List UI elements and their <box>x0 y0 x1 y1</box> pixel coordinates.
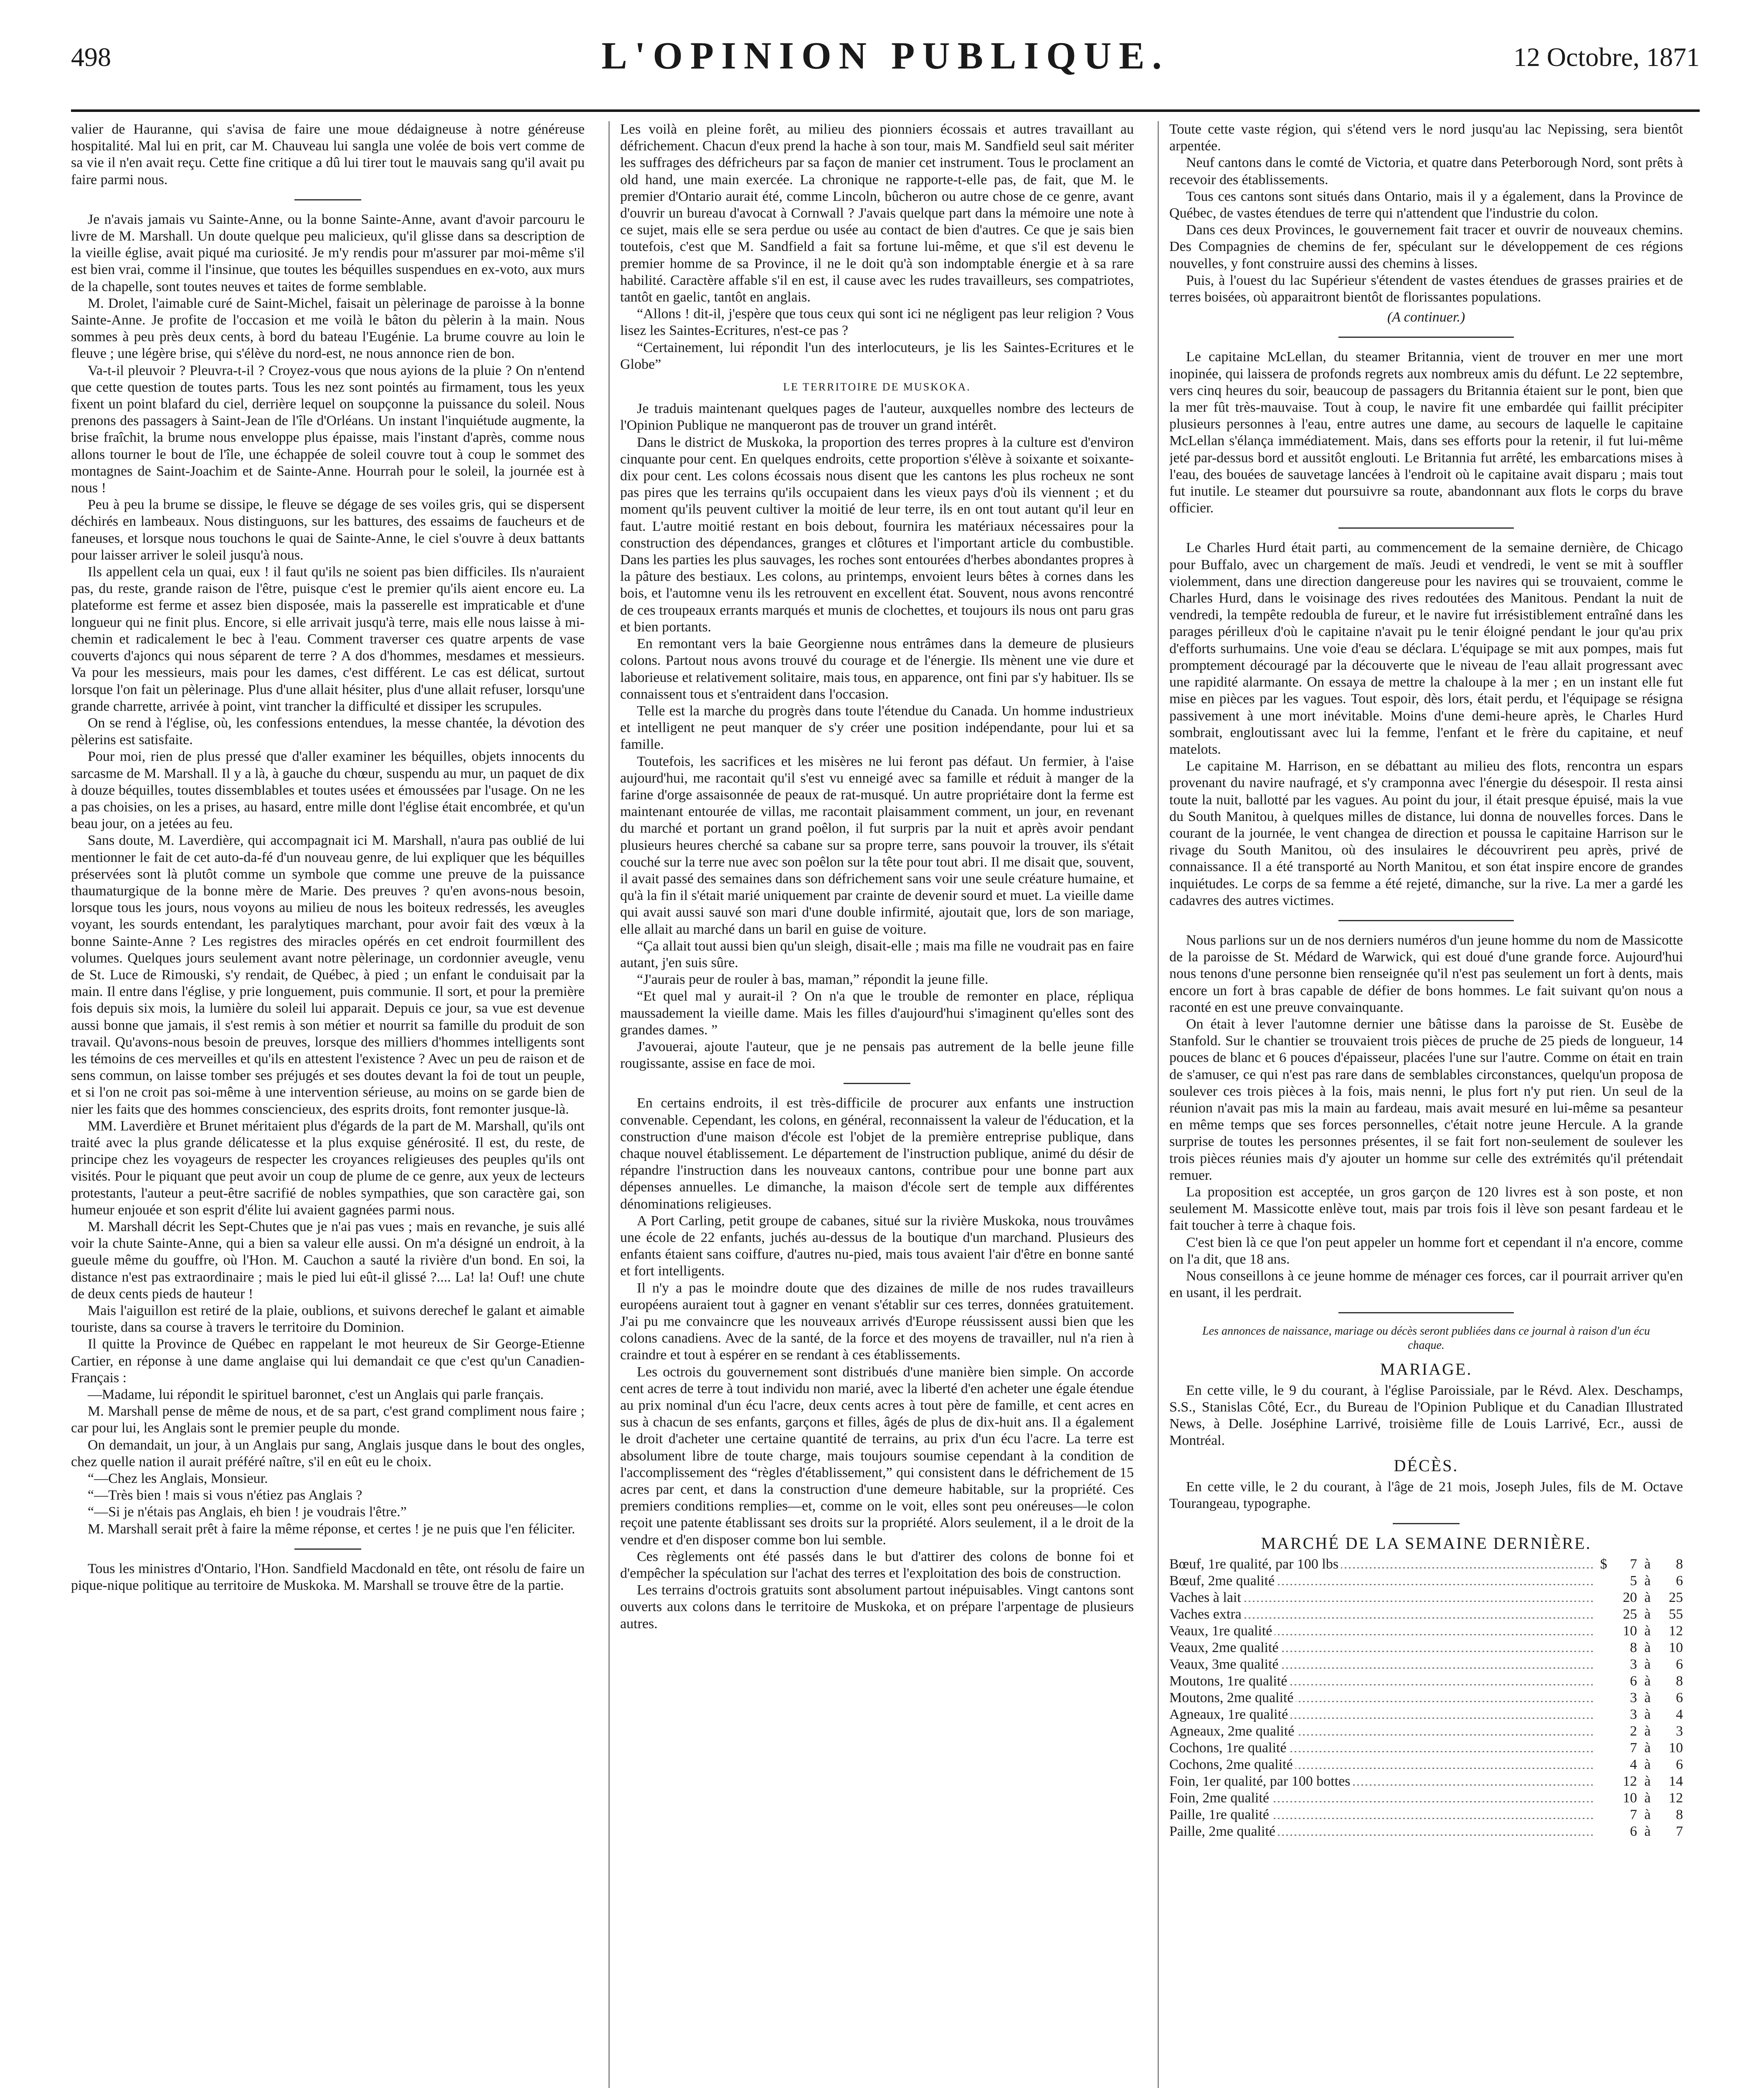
market-heading: MARCHÉ DE LA SEMAINE DERNIÈRE. <box>1261 1534 1592 1553</box>
market-item-cell <box>1169 1639 1595 1656</box>
paragraph: M. Marshall serait prêt à faire la même réponse, et certes ! je ne puis que l'en féliciter. <box>88 1521 575 1537</box>
column-1 <box>71 121 585 2088</box>
price-currency <box>1595 1606 1612 1623</box>
price-separator: à <box>1644 1690 1651 1706</box>
market-item: Foin, 2me qualité <box>1169 1790 1272 1806</box>
market-item: Veaux, 2me qualité <box>1169 1640 1281 1655</box>
paragraph: J'avouerai, ajoute l'auteur, que je ne pensais pas autrement de la belle jeune fille rougissante, assise en face de moi. <box>620 1039 1134 1072</box>
section-separator <box>1338 527 1514 529</box>
price-high: 12 <box>1669 1623 1683 1639</box>
market-row <box>1169 1773 1683 1790</box>
continuation-note: (A continuer.) <box>1387 309 1465 325</box>
paragraph: Ils appellent cela un quai, eux ! il faut qu'ils ne soient pas bien difficiles. Ils n'auraient pas, du reste, grande raison de l'être, puisque c'est le premier qu'ils aient encore eu. La plateforme est ferme et assez bien disposée, mais la passerelle est impraticable et d'une longueur qui ne finit plus. Encore, si elle arrivait jusqu'à terre, mais elle nous laisse à mi-chemin et radicalement le bec à l'eau. Comment traverser ces quatre arpents de vase couverts d'ajoncs qui nous séparent de terre ? A dos d'hommes, mesdames et messieurs. Va pour les messieurs, mais pour les dames, c'est différent. Le cas est délicat, surtout lorsque l'on fait un pèlerinage. Plus d'une allait hésiter, plus d'une allait refuser, lorsqu'une grande charrette, arrivée à point, vint trancher la difficulté et dissiper les scrupules. <box>71 564 585 714</box>
price-currency <box>1595 1639 1612 1656</box>
market-item-cell <box>1169 1573 1595 1589</box>
paragraph: Nous conseillons à ce jeune homme de ménager ces forces, car il pourrait arriver qu'en en usant, il les perdrait. <box>1169 1268 1683 1301</box>
market-item: Paille, 2me qualité <box>1169 1824 1278 1839</box>
market-row <box>1169 1706 1683 1723</box>
price-currency <box>1595 1673 1612 1690</box>
price-low: 3 <box>1630 1657 1637 1672</box>
market-row <box>1169 1673 1683 1690</box>
column-divider <box>608 121 610 2088</box>
paragraph: Dans ces deux Provinces, le gouvernement fait tracer et ouvrir de nouveaux chemins. Des Compagnies de chemins de fer, spéculant sur le développement de ces régions nouvelles, y font construire aussi des chemins à lisses. <box>1169 222 1683 271</box>
price-currency <box>1595 1790 1612 1807</box>
price-low: 2 <box>1630 1723 1637 1739</box>
price-low: 20 <box>1623 1590 1637 1606</box>
paragraph: En certains endroits, il est très-difficile de procurer aux enfants une instruction convenable. Cependant, les colons, en général, reconnaissent la valeur de l'éducation, et la construction d'une maison d'école est l'objet de la première entreprise publique, dans chaque nouvel établissement. Le département de l'instruction publique, animé du désir de répandre l'instruction dans les nouveaux cantons, contribue pour une bonne part aux dépenses annuelles. Le dimanche, la maison d'école sert de temple aux différentes dénominations religieuses. <box>620 1095 1134 1212</box>
price-high: 8 <box>1676 1673 1683 1689</box>
market-row <box>1169 1723 1683 1740</box>
paragraph: “Ça allait tout aussi bien qu'un sleigh, disait-elle ; mais ma fille ne voudrait pas en faire autant, j'en suis sûre. <box>620 938 1134 971</box>
paragraph: Peu à peu la brume se dissipe, le fleuve se dégage de ses voiles gris, qui se dispersent déchirés en lambeaux. Nous distinguons, sur les battures, des essaims de faucheurs et de faneuses, et lorsque nous touchons le quai de Sainte-Anne, le ciel s'ouvre à deux battants pour laisser arriver le soleil jusqu'à nous. <box>71 497 585 563</box>
market-item-cell <box>1169 1556 1595 1573</box>
market-row <box>1169 1556 1683 1573</box>
price-low: 12 <box>1623 1774 1637 1789</box>
price-separator: à <box>1644 1790 1651 1806</box>
market-row <box>1169 1756 1683 1773</box>
paragraph: M. Drolet, l'aimable curé de Saint-Michel, faisait un pèlerinage de paroisse à la bonne Sainte-Anne. Je profite de l'occasion et me voilà le bâton du pèlerin à la main. Nous sommes à peu près deux cents, à bord du bateau l'Eugénie. La brume couvre au loin le fleuve ; une légère brise, qui s'élève du nord-est, ne nous annonce rien de bon. <box>71 295 585 362</box>
market-item: Moutons, 1re qualité <box>1169 1673 1290 1689</box>
market-row <box>1169 1823 1683 1840</box>
paragraph: Pour moi, rien de plus pressé que d'aller examiner les béquilles, objets innocents du sarcasme de M. Marshall. Il y a là, à gauche du chœur, suspendu au mur, un paquet de dix à douze béquilles, toutes dissemblables et toutes usées et émoussées par l'usage. On ne les a pas choisies, on les a prises, au hasard, entre mille dont l'église était encombrée, et qu'un beau jour, on a jetées au feu. <box>71 749 585 832</box>
paragraph: Toute cette vaste région, qui s'étend vers le nord jusqu'au lac Nepissing, sera bientôt arpentée. <box>1169 122 1683 154</box>
price-low: 7 <box>1630 1807 1637 1823</box>
paragraph: Je traduis maintenant quelques pages de l'auteur, auxquelles nombre des lecteurs de l'Opinion Publique ne manqueront pas de trouver un grand intérêt. <box>620 401 1134 433</box>
price-currency <box>1595 1773 1612 1790</box>
column-3 <box>1169 121 1683 2088</box>
price-high: 4 <box>1676 1707 1683 1723</box>
price-currency <box>1595 1690 1612 1706</box>
market-item: Vaches à lait <box>1169 1590 1244 1605</box>
price-high: 10 <box>1669 1740 1683 1756</box>
paragraph: Il quitte la Province de Québec en rappelant le mot heureux de Sir George-Etienne Cartier, en réponse à une dame anglaise qui lui demandait ce que c'est qu'un Canadien-Français : <box>71 1336 585 1386</box>
section-separator <box>1338 1312 1514 1313</box>
paragraph: valier de Hauranne, qui s'avisa de faire une moue dédaigneuse à notre généreuse hospitalité. Mal lui en prit, car M. Chauveau lui sangla une volée de bois vert comme de sa vie il n'en avait reçu. Cette fine critique a dû lui tirer tout le mauvais sang qu'il avait pu faire parmi nous. <box>71 122 585 188</box>
price-high: 12 <box>1669 1790 1683 1806</box>
market-item: Bœuf, 2me qualité <box>1169 1573 1277 1589</box>
market-item-cell <box>1169 1606 1595 1623</box>
price-low: 6 <box>1630 1673 1637 1689</box>
page-header <box>71 25 1700 92</box>
paragraph: Sans doute, M. Laverdière, qui accompagnait ici M. Marshall, n'aura pas oublié de lui mentionner le fait de cet auto-da-fé d'un nouveau genre, de lui expliquer que les béquilles préservées sont là plutôt comme un symbole que comme une preuve de la puissance thaumaturgique de la bonne mère de Marie. Des preuves ? qu'en avons-nous besoin, lorsque tous les jours, nous voyons au milieu de nous les boiteux redressés, les aveugles voyant, les sourds entendant, les paralytiques marchant, pour avoir fait des vœux à la bonne Sainte-Anne ? Les registres des miracles opérés en cet endroit fourmillent des volumes. Quelques jours seulement avant notre pèlerinage, un cordonnier aveugle, venu de St. Luce de Rimouski, s'y rendait, de Québec, à pied ; un enfant le conduisait par la main. Il entre dans l'église, y prie longuement, puis communie. Il sort, et pour la première fois depuis six mois, la lumière du soleil lui apparait. Depuis ce jour, sa vue est devenue aussi bonne que jamais, il s'est remis à son métier et nourrit sa famille du produit de son travail. Qu'avons-nous besoin de preuves, lorsque des milliers d'hommes intelligents sont les témoins de ces merveilles et qu'ils en attestent l'existence ? Avec un peu de raison et de sens commun, on laisse tomber ses préjugés et ses doutes devant la foi de tout un peuple, et si l'on ne croit pas soi-même à une intervention sérieuse, au moins on se garde bien de nier les faits que des hommes consciencieux, des esprits droits, font remonter jusque-là. <box>71 833 585 1117</box>
paragraph: Les terrains d'octrois gratuits sont absolument partout inépuisables. Vingt cantons sont ouverts aux colons dans le territoire de Muskoka, et on prépare l'arpentage de plusieurs autres. <box>620 1582 1134 1632</box>
price-low: 8 <box>1630 1640 1637 1656</box>
paragraph: “—Chez les Anglais, Monsieur. <box>88 1471 268 1487</box>
price-separator: à <box>1644 1573 1651 1589</box>
paragraph: Mais l'aiguillon est retiré de la plaie, oublions, et suivons derechef le galant et aimable touriste, dans sa course à travers le territoire du Dominion. <box>71 1303 585 1335</box>
paragraph: Il n'y a pas le moindre doute que des dizaines de mille de nos rudes travailleurs européens auraient tout à gagner en venant s'établir sur ces terres, données gratuitement. J'ai pu me convaincre que les nouveaux arrivés d'Europe réussissent aussi bien que les colons canadiens. Avec de la santé, de la force et des moyens de travailler, nul n'a rien à craindre et tout à espérer en se rendant à ces établissements. <box>620 1280 1134 1363</box>
price-low: 3 <box>1630 1707 1637 1723</box>
price-low: 6 <box>1630 1824 1637 1840</box>
market-item: Agneaux, 2me qualité <box>1169 1723 1297 1739</box>
market-item: Veaux, 3me qualité <box>1169 1657 1281 1672</box>
market-item-cell <box>1169 1773 1595 1790</box>
market-item-cell <box>1169 1823 1595 1840</box>
price-high: 6 <box>1676 1657 1683 1672</box>
market-item-cell <box>1169 1790 1595 1807</box>
market-item: Cochons, 2me qualité <box>1169 1757 1295 1772</box>
price-currency <box>1595 1623 1612 1639</box>
price-low: 10 <box>1623 1623 1637 1639</box>
market-row <box>1169 1573 1683 1589</box>
paragraph: M. Marshall décrit les Sept-Chutes que je n'ai pas vues ; mais en revanche, je suis allé voir la chute Sainte-Anne, qui a bien sa valeur elle aussi. On m'a désigné un endroit, à la gueule même du gouffre, où l'Hon. M. Cauchon a sauté la rivière d'un bond. En soi, la distance n'est pas extraordinaire ; mais le pied lui eût-il glissé ?.... La! la! Ouf! une chute de deux cents pieds de hauteur ! <box>71 1219 585 1302</box>
price-low: 7 <box>1630 1740 1637 1756</box>
paragraph: Nous parlions sur un de nos derniers numéros d'un jeune homme du nom de Massicotte de la paroisse de St. Médard de Warwick, qui est doué d'une grande force. Aujourd'hui nous tenons d'une personne bien renseignée qu'il n'est pas seulement un fort à dents, mais encore un fort à bras capable de défier de bons hommes. Le fait suivant qu'on nous a raconté en est une preuve convainquante. <box>1169 932 1683 1015</box>
section-heading: LE TERRITOIRE DE MUSKOKA. <box>783 381 971 393</box>
paragraph: “—Si je n'étais pas Anglais, eh bien ! je voudrais l'être.” <box>88 1504 407 1520</box>
price-low: 4 <box>1630 1757 1637 1773</box>
announcement-notice: Les annonces de naissance, mariage ou décès seront publiées dans ce journal à raison d'un écu chaque. <box>1202 1325 1650 1352</box>
market-row <box>1169 1589 1683 1606</box>
price-separator: à <box>1644 1657 1651 1672</box>
paragraph: MM. Laverdière et Brunet méritaient plus d'égards de la part de M. Marshall, qu'ils ont traité avec la plus grande délicatesse et la plus exquise générosité. Il est, du reste, de principe chez les voyageurs de respecter les croyances religieuses des peuples qu'ils ont visités. Pour le piquant que peut avoir un coup de plume de ce genre, aux yeux de lecteurs protestants, l'auteur a peut-être sacrifié de nobles sympathies, que son caractère gai, son humeur enjouée et son esprit d'élite lui avaient gagnées parmi nous. <box>71 1118 585 1218</box>
market-price-table <box>1169 1556 1683 1840</box>
price-high: 55 <box>1669 1607 1683 1622</box>
paragraph: A Port Carling, petit groupe de cabanes, situé sur la rivière Muskoka, nous trouvâmes une école de 22 enfants, juchés au-dessus de la boutique d'un marchand. Plusieurs des enfants étaient sans coiffure, d'autres nu-pied, mais tous avaient l'air d'être en bonne santé et fort intelligents. <box>620 1213 1134 1279</box>
column-2 <box>620 121 1134 2088</box>
market-item-cell <box>1169 1807 1595 1823</box>
market-item: Bœuf, 1re qualité, par 100 lbs <box>1169 1556 1341 1572</box>
paragraph: La proposition est acceptée, un gros garçon de 120 livres est à son poste, et non seulement M. Massicotte enlève tout, mais par trois fois il lève son pesant fardeau et le fait toucher à terre à chaque fois. <box>1169 1184 1683 1234</box>
paragraph: —Madame, lui répondit le spirituel baronnet, c'est un Anglais qui parle français. <box>88 1387 544 1403</box>
paragraph: On était à lever l'automne dernier une bâtisse dans la paroisse de St. Eusèbe de Stanfold. Sur le chantier se trouvaient trois pièces de pruche de 25 pieds de longueur, 14 pouces de blanc et 6 pouces d'épaisseur, placées l'une sur l'autre. Comme on était en train de s'amuser, ce qui n'est pas rare dans de semblables circonstances, quelqu'un proposa de soulever ces trois pièces à la fois, mais nenni, le plus fort n'y put rien. Un seul de la réunion n'avait pas mis la main au fardeau, mais avait mesuré en lui-même sa pesanteur en même temps que ses forces personnelles, c'était notre jeune Hercule. A la grande surprise de toutes les personnes présentes, il se fait fort non-seulement de soulever les trois pièces réunies mais d'y ajouter un homme sur celle des extrémités qu'il prétendait remuer. <box>1169 1016 1683 1183</box>
paragraph: Puis, à l'ouest du lac Supérieur s'étendent de vastes étendues de grasses prairies et de terres boisées, où apparaitront bientôt de florissantes populations. <box>1169 272 1683 305</box>
paragraph: Ces règlements ont été passés dans le but d'attirer des colons de bonne foi et d'empêcher la spéculation sur l'achat des terres et l'exploitation des bois de construction. <box>620 1548 1134 1581</box>
paragraph: Neuf cantons dans le comté de Victoria, et quatre dans Peterborough Nord, sont prêts à recevoir des établissements. <box>1169 155 1683 188</box>
market-item-cell <box>1169 1673 1595 1690</box>
price-currency <box>1595 1723 1612 1740</box>
paragraph: Le Charles Hurd était parti, au commencement de la semaine dernière, de Chicago pour Buffalo, avec un chargement de maïs. Jeudi et vendredi, le vent se mit à souffler violemment, dans une direction dangereuse pour les navires qui se trouvaient, comme le Charles Hurd, dans le voisinage des rives redoutées des Manitous. Pendant la nuit de vendredi, la tempête redoubla de fureur, et le navire fut irrésistiblement entraîné dans les parages périlleux d'où le capitaine n'avait pu le tenir éloigné pendant le jour qu'au prix d'efforts surhumains. Une voie d'eau se déclara. L'équipage se mit aux pompes, mais fut promptement découragé par la découverte que le niveau de l'eau allait progressant avec une rapidité alarmante. On essaya de mettre la chaloupe à la mer ; en un instant elle fut mise en pièces par les vagues. Tout espoir, dès lors, était perdu, et l'équipage se résigna passivement à une mort inévitable. Moins d'une demi-heure après, le Charles Hurd sombrait, engloutissant avec lui la femme, l'enfant et le frère du capitaine, et neuf matelots. <box>1169 540 1683 757</box>
paragraph: Je n'avais jamais vu Sainte-Anne, ou la bonne Sainte-Anne, avant d'avoir parcouru le livre de M. Marshall. Un doute quelque peu malicieux, qu'il glisse dans sa description de la vieille église, avait piqué ma curiosité. Je m'y rendis pour m'assurer par moi-même s'il est bien vrai, comme il l'insinue, que toutes les béquilles suspendues en ex-voto, aux murs de la chapelle, sont toutes neuves et taites de forme semblable. <box>71 211 585 294</box>
price-low: 5 <box>1630 1573 1637 1589</box>
price-separator: à <box>1644 1590 1651 1606</box>
paragraph: Les voilà en pleine forêt, au milieu des pionniers écossais et autres travaillant au défrichement. Chacun d'eux prend la hache à son tour, mais M. Sandfield seul sait mériter les suffrages des défricheurs par sa façon de manier cet instrument. Tous le proclament an old hand, une main exercée. La chronique ne rapporte-t-elle pas, de fait, que M. le premier d'Ontario aurait été, comme Lincoln, bûcheron ou autre chose de ce genre, avant d'ouvrir un bureau d'avocat à Cornwall ? J'avais quelque part dans la mémoire une note à ce sujet, mais elle se sera perdue ou usée au contact de bien d'autres. Ce que je sais bien toutefois, c'est que M. Sandfield a fait sa fortune lui-même, et que s'il est devenu le premier homme de sa Province, il ne le doit qu'à son indomptable énergie et à sa rare habilité. Caractère affable s'il en est, il cause avec les rudes travailleurs, ses compatriotes, tantôt en gaelic, tantôt en anglais. <box>620 122 1134 305</box>
death-heading: DÉCÈS. <box>1394 1456 1459 1475</box>
price-separator: à <box>1644 1757 1651 1773</box>
paragraph: Le capitaine McLellan, du steamer Britannia, vient de trouver en mer une mort inopinée, qui laissera de profonds regrets aux nombreux amis du défunt. Le 22 septembre, vers cinq heures du soir, beaucoup de passagers du Britannia étaient sur le pont, bien que la mer fût très-mauvaise. Tout à coup, le navire fit une embardée qui faillit précipiter plusieurs personnes à l'eau, entre autres une dame, au secours de laquelle le capitaine McLellan s'élança immédiatement. Mais, dans ses efforts pour la retenir, il fut lui-même jeté par-dessus bord et aussitôt englouti. Le Britannia fut arrêté, les embarcations mises à l'eau, des bouées de sauvetage lancées à l'endroit où le capitaine avait disparu ; mais tout fut inutile. Le steamer dut poursuivre sa route, abandonnant aux flots le corps du brave officier. <box>1169 349 1683 516</box>
section-separator <box>294 1548 361 1550</box>
market-item-cell <box>1169 1740 1595 1756</box>
market-row <box>1169 1740 1683 1756</box>
price-high: 3 <box>1676 1723 1683 1739</box>
price-separator: à <box>1644 1723 1651 1739</box>
paragraph: C'est bien là ce que l'on peut appeler un homme fort et cependant il n'a encore, comme on l'a dit, que 18 ans. <box>1169 1234 1683 1267</box>
price-currency: $ <box>1600 1556 1607 1572</box>
market-item: Moutons, 2me qualité <box>1169 1690 1296 1705</box>
paragraph: Tous les ministres d'Ontario, l'Hon. Sandfield Macdonald en tête, ont résolu de faire un pique-nique politique au territoire de Muskoka. M. Marshall se trouve être de la partie. <box>71 1561 585 1594</box>
paragraph: Toutefois, les sacrifices et les misères ne lui feront pas défaut. Un fermier, à l'aise aujourd'hui, me racontait qu'il s'est vu enneigé avec sa famille et réduit à manger de la farine d'orge assaisonnée de peaux de rat-musqué. Un autre propriétaire dont la ferme est maintenant entourée de villas, me racontait plaisamment comment, un jour, en revenant du marché et portant un grand poêlon, il fut surpris par la nuit et après avoir pendant plusieurs heures cherché sa cabane sur sa propre terre, sans pouvoir la trouver, ils s'était couché sur la terre nue avec son poêlon sur la tête pour tout abri. Il me disait que, souvent, il avait passé des semaines dans son défrichement sans voir une seule créature humaine, et qu'à la fin il s'était marié uniquement par crainte de devenir sourd et muet. La vieille dame qui avait aussi sauvé son mari d'une double infirmité, ajoutait que, lors de son mariage, elle allait au marché dans un baril en guise de voiture. <box>620 753 1134 937</box>
market-item-cell <box>1169 1656 1595 1673</box>
market-item-cell <box>1169 1706 1595 1723</box>
paragraph: “Certainement, lui répondit l'un des interlocuteurs, je lis les Saintes-Ecritures et le Globe” <box>620 340 1134 372</box>
paragraph: On se rend à l'église, où, les confessions entendues, la messe chantée, la dévotion des pèlerins est satisfaite. <box>71 715 585 748</box>
market-item-cell <box>1169 1623 1595 1639</box>
price-high: 7 <box>1676 1824 1683 1840</box>
price-high: 6 <box>1676 1690 1683 1706</box>
price-low: 7 <box>1630 1556 1637 1572</box>
section-separator <box>1393 1523 1460 1524</box>
price-currency <box>1595 1807 1612 1823</box>
newspaper-title: L'OPINION PUBLIQUE. <box>601 34 1169 77</box>
market-item: Veaux, 1re qualité <box>1169 1623 1275 1639</box>
market-row <box>1169 1690 1683 1706</box>
market-row <box>1169 1790 1683 1807</box>
price-high: 6 <box>1676 1573 1683 1589</box>
section-separator <box>1338 920 1514 921</box>
price-low: 25 <box>1623 1607 1637 1622</box>
issue-date: 12 Octobre, 1871 <box>1513 42 1700 72</box>
paragraph: Telle est la marche du progrès dans toute l'étendue du Canada. Un homme industrieux et intelligent ne peut manquer de s'y créer une position indépendante, pour lui et sa famille. <box>620 703 1134 753</box>
market-item: Paille, 1re qualité <box>1169 1807 1272 1822</box>
market-row <box>1169 1639 1683 1656</box>
price-high: 10 <box>1669 1640 1683 1656</box>
page-number: 498 <box>71 42 111 72</box>
header-rule <box>71 109 1700 112</box>
price-high: 6 <box>1676 1757 1683 1773</box>
paragraph: “Allons ! dit-il, j'espère que tous ceux qui sont ici ne négligent pas leur religion ? Vous lisez les Saintes-Ecritures, n'est-ce pas ? <box>620 306 1134 339</box>
paragraph: M. Marshall pense de même de nous, et de sa part, c'est grand compliment nous faire ; car pour lui, les Anglais sont le premier peuple du monde. <box>71 1404 585 1436</box>
price-separator: à <box>1644 1623 1651 1639</box>
price-low: 3 <box>1630 1690 1637 1706</box>
market-item: Agneaux, 1re qualité <box>1169 1707 1290 1722</box>
paragraph: “Et quel mal y aurait-il ? On n'a que le trouble de remonter en place, répliqua maussadement la vieille dame. Mais les filles d'aujourd'hui s'imaginent qu'elles sont des grandes dames. ” <box>620 988 1134 1038</box>
marriage-heading: MARIAGE. <box>1380 1360 1473 1379</box>
market-row <box>1169 1623 1683 1639</box>
market-item-cell <box>1169 1589 1595 1606</box>
price-separator: à <box>1644 1707 1651 1723</box>
market-row <box>1169 1606 1683 1623</box>
paragraph: Tous ces cantons sont situés dans Ontario, mais il y a également, dans la Province de Québec, de vastes étendues de terre qui n'attendent que l'industrie du colon. <box>1169 188 1683 221</box>
market-item: Cochons, 1re qualité <box>1169 1740 1289 1756</box>
price-separator: à <box>1644 1774 1651 1789</box>
price-currency <box>1595 1823 1612 1840</box>
price-separator: à <box>1644 1824 1651 1840</box>
section-separator <box>844 1083 910 1084</box>
price-separator: à <box>1644 1607 1651 1622</box>
price-currency <box>1595 1756 1612 1773</box>
death-announcement: En cette ville, le 2 du courant, à l'âge de 21 mois, Joseph Jules, fils de M. Octave Tourangeau, typographe. <box>1169 1479 1683 1511</box>
market-item: Foin, 1er qualité, par 100 bottes <box>1169 1774 1353 1789</box>
price-currency <box>1595 1740 1612 1756</box>
paragraph: Les octrois du gouvernement sont distribués d'une manière bien simple. On accorde cent acres de terre à tout individu non marié, avec la liberté d'en acheter une égale étendue au prix nominal d'un écu l'acre, deux cents acres à tout père de famille, et cent acres en sus à chacun de ses enfants, garçons et filles, âgés de plus de dix-huit ans. Il a également le droit d'acheter une certaine quantité de terrains, au prix d'un écu l'acre. La terre est absolument libre de toute charge, mais toujours soumise cependant à la condition de l'accomplissement des “règles d'établissement,” qui consistent dans le défrichement de 15 acres par cent, et dans la construction d'une demeure habitable, sur la propriété. Ces premiers conditions remplies—et, comme on le voit, elles sont peu onéreuses—le colon reçoit une patente établissant ses droits sur la propriété. Alors seulement, il a le droit de la vendre et d'en disposer comme bon lui semble. <box>620 1364 1134 1548</box>
section-separator <box>294 199 361 200</box>
market-row <box>1169 1807 1683 1823</box>
paragraph: “J'aurais peur de rouler à bas, maman,” répondit la jeune fille. <box>637 972 988 988</box>
market-row <box>1169 1656 1683 1673</box>
paragraph: En remontant vers la baie Georgienne nous entrâmes dans la demeure de plusieurs colons. Partout nous avons trouvé du courage et de l'énergie. Ils mènent une vie dure et laborieuse et relativement solitaire, mais tous, en apparence, ont fini par s'y habituer. Ils se connaissent tous et s'entraident dans l'occasion. <box>620 636 1134 702</box>
section-separator <box>1338 337 1514 338</box>
price-separator: à <box>1644 1807 1651 1823</box>
column-divider <box>1158 121 1159 2088</box>
price-high: 8 <box>1676 1807 1683 1823</box>
price-currency <box>1595 1573 1612 1589</box>
price-separator: à <box>1644 1640 1651 1656</box>
marriage-announcement: En cette ville, le 9 du courant, à l'église Paroissiale, par le Révd. Alex. Deschamps, S.S., Stanislas Côté, Ecr., du Bureau de l'Opinion Publique et du Canadian Illustrated News, à Delle. Joséphine Larrivé, troisième fille de Louis Larrivé, Ecr., aussi de Montréal. <box>1169 1382 1683 1449</box>
market-item-cell <box>1169 1756 1595 1773</box>
price-high: 14 <box>1669 1774 1683 1789</box>
market-item-cell <box>1169 1723 1595 1740</box>
paragraph: “—Très bien ! mais si vous n'étiez pas Anglais ? <box>88 1487 362 1503</box>
price-currency <box>1595 1706 1612 1723</box>
market-item-cell <box>1169 1690 1595 1706</box>
price-currency <box>1595 1589 1612 1606</box>
price-separator: à <box>1644 1740 1651 1756</box>
price-high: 8 <box>1676 1556 1683 1572</box>
price-separator: à <box>1644 1556 1651 1572</box>
price-currency <box>1595 1656 1612 1673</box>
price-separator: à <box>1644 1673 1651 1689</box>
price-high: 25 <box>1669 1590 1683 1606</box>
paragraph: Le capitaine M. Harrison, en se débattant au milieu des flots, rencontra un espars provenant du navire naufragé, et s'y cramponna avec l'énergie du désespoir. Il resta ainsi toute la nuit, ballotté par les vagues. Au point du jour, il était presque épuisé, mais la vue du South Manitou, à quelques milles de distance, lui donna de nouvelles forces. Dans le courant de la journée, le vent changea de direction et poussa le capitaine Harrison sur le rivage du South Manitou, où des insulaires le découvrirent peu après, privé de connaissance. Il a été transporté au North Manitou, et son état inspire encore de grandes inquiétudes. Le corps de sa femme a été rejeté, dimanche, sur la rive. La mer a gardé les cadavres des autres victimes. <box>1169 758 1683 908</box>
paragraph: Va-t-il pleuvoir ? Pleuvra-t-il ? Croyez-vous que nous ayions de la pluie ? On n'entend que cette question de toutes parts. Tous les nez sont pointés au firmament, tous les yeux fixent un point blafard du ciel, derrière lequel on soupçonne la puissance du soleil. Nous prenons des passagers à Saint-Jean de l'île d'Orléans. Un instant l'inquiétude augmente, la brise fraîchit, la brume nous enveloppe plus épaisse, mais l'instant d'après, comme nous allons tourner le bout de l'île, une échappée de soleil couvre tout à coup le sommet des montagnes de Saint-Joachim et de Sainte-Anne. Hourrah pour le soleil, la journée est à nous ! <box>71 362 585 496</box>
price-low: 10 <box>1623 1790 1637 1806</box>
paragraph: Dans le district de Muskoka, la proportion des terres propres à la culture est d'environ cinquante pour cent. En quelques endroits, cette proportion s'élève à soixante et soixante-dix pour cent. Les colons écossais nous disent que les cantons les plus rocheux ne sont pas pires que les terrains qu'ils occupaient dans les vieux pays d'où ils viennent ; et du moment qu'ils peuvent cultiver la moitié de leur terre, ils en ont tout autant qu'il leur en faut. L'autre moitié restant en bois debout, fournira les matériaux nécessaires pour la construction des dépendances, granges et clôtures et l'important article du combustible. Dans les parties les plus sauvages, les roches sont entourées d'herbes abondantes propres à la pâture des bestiaux. Les colons, au printemps, envoient leurs bêtes à cornes dans les bois, et l'automne venu ils les retrouvent en excellent état. Souvent, nous avons rencontré de ces troupeaux errants marqués et munis de clochettes, et toujours ils nous ont paru gras et bien portants. <box>620 434 1134 635</box>
paragraph: On demandait, un jour, à un Anglais pur sang, Anglais jusque dans le bout des ongles, chez quelle nation il aurait préféré naître, s'il en eût eu le choix. <box>71 1437 585 1470</box>
market-item: Vaches extra <box>1169 1607 1244 1622</box>
